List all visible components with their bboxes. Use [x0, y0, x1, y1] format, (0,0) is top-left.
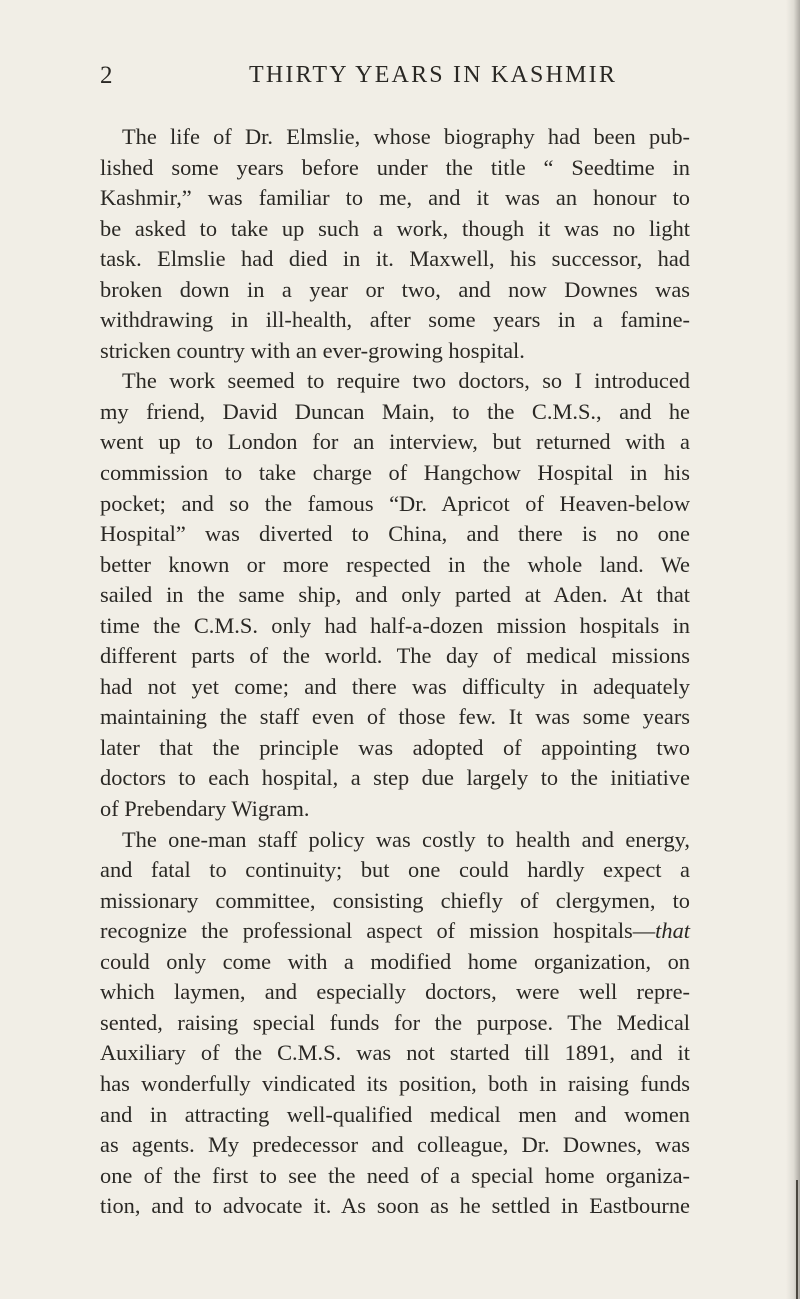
text-line: my friend, David Duncan Main, to the C.M.S., and he	[100, 398, 690, 424]
text-line: and fatal to continuity; but one could hardly expect a	[100, 857, 690, 883]
text-line: tion, and to advocate it. As soon as he settled in Eastbourne	[100, 1193, 690, 1219]
running-head	[100, 62, 630, 92]
text-line: and in attracting well-qualified medical men and women	[100, 1101, 690, 1127]
text-line: Hospital” was diverted to China, and there is no one	[100, 521, 690, 547]
text-line: pocket; and so the famous “Dr. Apricot of Heaven-below	[100, 490, 690, 516]
text-line: which laymen, and especially doctors, were well repre-	[100, 979, 690, 1005]
text-line: sailed in the same ship, and only parted at Aden. At that	[100, 582, 690, 608]
text-line: could only come with a modified home organization, on	[100, 948, 690, 974]
text-line: missionary committee, consisting chiefly of clergymen, to	[100, 887, 690, 913]
running-title: THIRTY YEARS IN KASHMIR	[249, 62, 618, 88]
text-line: as agents. My predecessor and colleague, Dr. Downes, was	[100, 1132, 690, 1158]
text-line: time the C.M.S. only had half-a-dozen mission hospitals in	[100, 612, 690, 638]
text-line: has wonderfully vindicated its position, both in raising funds	[100, 1070, 690, 1096]
text-line: withdrawing in ill-health, after some years in a famine-	[100, 307, 690, 333]
text-line: of Prebendary Wigram.	[100, 796, 310, 822]
text-line: had not yet come; and there was difficulty in adequately	[100, 673, 690, 699]
page-number: 2	[100, 62, 114, 89]
body-text	[100, 122, 690, 1222]
text-segment: recognize the professional aspect of mission hospitals—	[100, 918, 656, 944]
text-line: one of the first to see the need of a special home organiza-	[100, 1162, 690, 1188]
text-line: doctors to each hospital, a step due largely to the initiative	[100, 765, 690, 791]
text-line: The life of Dr. Elmslie, whose biography had been pub-	[122, 124, 690, 149]
text-line: stricken country with an ever-growing hospital.	[100, 337, 525, 363]
italic-word: that	[655, 918, 690, 944]
text-line: task. Elmslie had died in it. Maxwell, his successor, had	[100, 246, 690, 272]
page-edge-line	[796, 1180, 798, 1299]
text-line: lished some years before under the title “ Seedtime in	[100, 154, 690, 180]
text-line: maintaining the staff even of those few. It was some years	[100, 704, 690, 730]
text-line: The work seemed to require two doctors, so I introduced	[122, 368, 690, 394]
text-line: The one-man staff policy was costly to health and energy,	[122, 826, 690, 852]
text-line: different parts of the world. The day of medical missions	[100, 643, 690, 669]
text-line: sented, raising special funds for the purpose. The Medical	[100, 1009, 690, 1035]
text-line: be asked to take up such a work, though it was no light	[100, 215, 690, 241]
text-line: better known or more respected in the whole land. We	[100, 551, 690, 577]
text-line: Auxiliary of the C.M.S. was not started till 1891, and it	[100, 1040, 690, 1066]
text-line-with-italic	[100, 916, 690, 947]
text-line: later that the principle was adopted of appointing two	[100, 734, 690, 760]
page-edge-shadow	[786, 0, 800, 1299]
text-line: commission to take charge of Hangchow Hospital in his	[100, 460, 690, 486]
text-line: Kashmir,” was familiar to me, and it was an honour to	[100, 185, 690, 211]
text-line: went up to London for an interview, but returned with a	[100, 429, 690, 455]
text-line: broken down in a year or two, and now Downes was	[100, 276, 690, 302]
